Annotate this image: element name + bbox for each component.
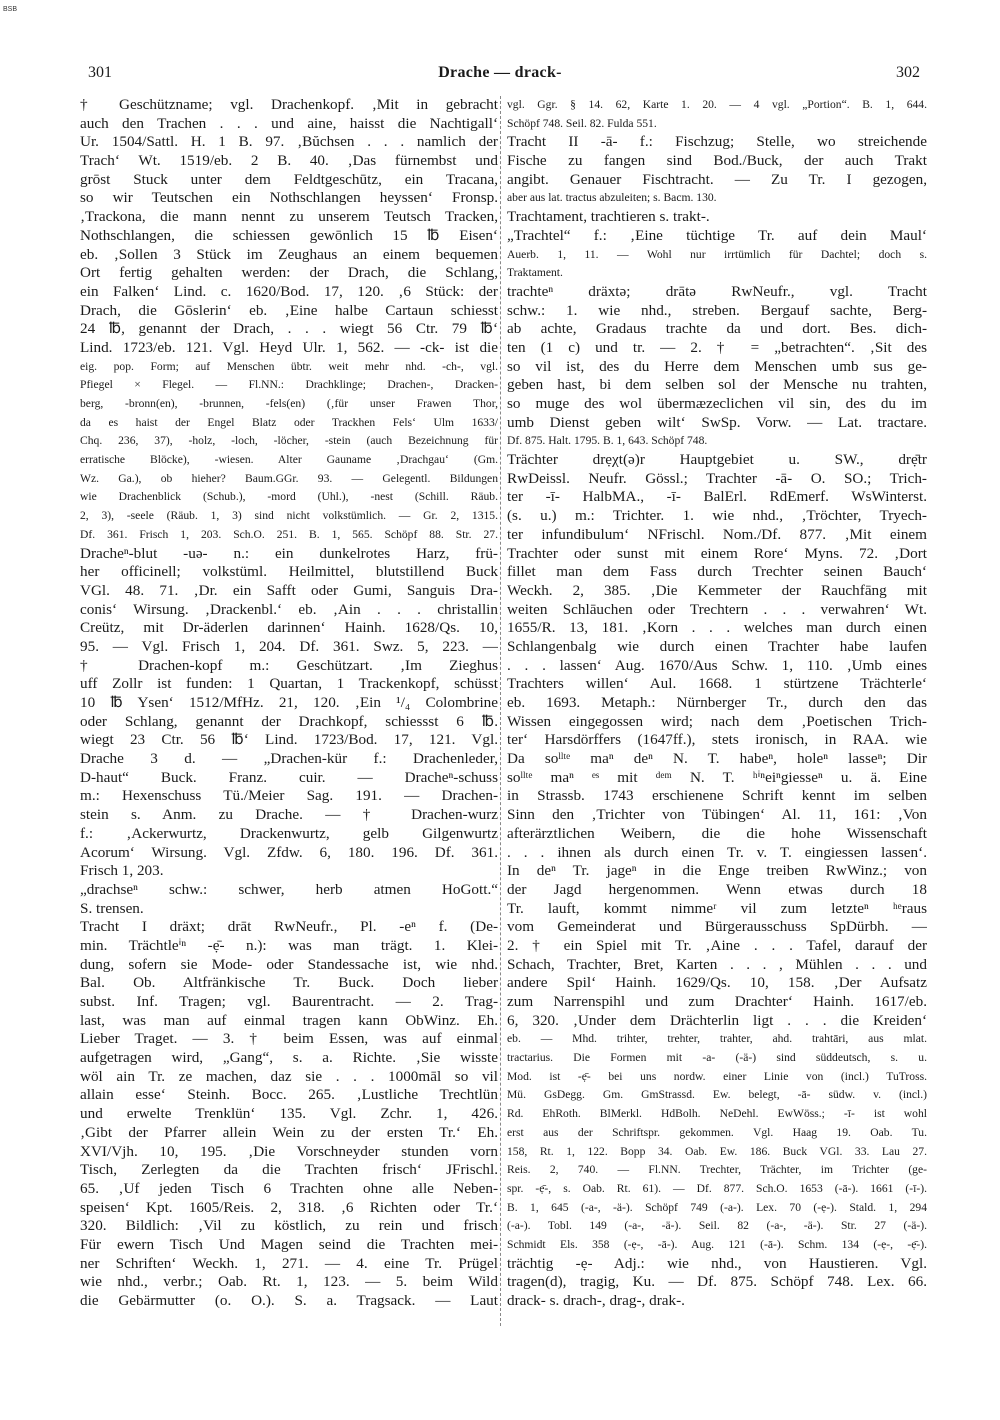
text-line: auch den Trachen . . . und aine, haisst die Nachtigall‘	[80, 114, 498, 132]
text-line: Lind. 1723/eb. 121. Vgl. Heyd Ulr. 1, 562. — -ck- ist die	[80, 338, 498, 356]
left-column	[80, 96, 498, 1311]
text-line: in Strassb. 1743 erschienene Schrift kennt im selben	[507, 787, 927, 805]
text-line: (s. u.) m.: Trichter. 1. wie nhd., ‚Tröchter, Tryech-	[507, 507, 927, 525]
text-line: so muge des wol übermæzeclichen vil sin, des du im	[507, 395, 927, 412]
text-line: 320. Bildlich: ‚Vil zu köstlich, zu rein und frisch	[80, 1217, 498, 1235]
text-line: Sinn den ‚Trichter von Tübingen‘ Al. 11, 161: ‚Von	[507, 806, 927, 824]
text-line: tragen(d), tragig, Ku. — Df. 875. Schöpf 748. Lex. 66.	[507, 1273, 927, 1291]
text-line: Traktament.	[507, 266, 563, 280]
text-line: m.: Hexenschuss Tü./Meier Sag. 191. — Drachen-	[80, 787, 498, 805]
text-line: ten (1 c) und tr. — 2. † = „betrachten“. ‚Sit des	[507, 338, 927, 356]
text-line: † Drachen-kopf m.: Geschützart. ‚Im Zieghus	[80, 656, 498, 674]
text-line: wöl ain Tr. ze machen, daz sie . . . 1000māl so vil	[80, 1067, 498, 1085]
text-line: ter -ī- HalbMA., -ī- BalErl. RdEmerf. WsWinterst.	[507, 488, 927, 506]
text-line: RwDeissl. Neufr. Gössl.; Trachter -ā- O. SO.; Trich-	[507, 469, 927, 487]
text-line: speisen‘ Kpt. 1605/Reis. 2, 318. ‚6 Richten oder Tr.‘	[80, 1198, 498, 1216]
text-line: oder Schlang, genannt der Drachkopf, schiessst 6 ℔.	[80, 712, 498, 730]
text-line: Tisch, Zerlegten da die Trachten frisch‘ JFrischl.	[80, 1161, 498, 1179]
text-line: Schmidt Els. 358 (-ẹ-, -ā-). Aug. 121 (-ā-). Schm. 134 (-ẹ-, -ẹ̄-).	[507, 1237, 927, 1251]
text-line: „Trachtel“ f.: ‚Eine tüchtige Tr. auf dein Maul‘	[507, 226, 927, 244]
text-line: Tracht I dräxt; drāt RwNeufr., Pl. -eⁿ f. (De-	[80, 918, 498, 936]
text-line: aber aus lat. tractus abzuleiten; s. Bacm. 130.	[507, 191, 717, 205]
text-line: ‚Gibt der Pfarrer allein Wein zu der ersten Tr.‘ Eh.	[80, 1123, 498, 1141]
text-line: Acorum‘ Wirsung. Vgl. Zfdw. 6, 180. 196. Df. 361.	[80, 843, 498, 861]
text-line: trächtig -ẹ- Adj.: wie nhd., von Haustieren. Vgl.	[507, 1254, 927, 1272]
text-line: her officinell; volkstüml. Heilmittel, blutstillend Buck	[80, 563, 498, 581]
text-line: 24 ℔, genannt der Drach, . . . wiegt 56 Ctr. 79 ℔‘	[80, 320, 498, 338]
text-line: conis‘ Wirsung. ‚Drackenbl.‘ eb. ‚Ain . . . christallin	[80, 600, 498, 618]
text-line: wie Drachenblick (Schub.), -mord (Uhl.), -nest (Schill. Räub.	[80, 490, 498, 504]
text-line: Trachtament, trachtieren s. trakt-.	[507, 208, 710, 226]
text-line: „drachseⁿ schw.: schwer, herb atmen HoGott.“	[80, 880, 498, 898]
text-line: und erwelte Trenklün‘ 135. Vgl. Zchr. 1, 426.	[80, 1105, 498, 1123]
page-header	[0, 62, 1000, 86]
text-line: 1655/R. 13, 181. ‚Korn . . . welches man durch einen	[507, 619, 927, 637]
text-line: Schlangenbalg wie durch einen Trachter habe laufen	[507, 637, 927, 655]
text-line: Rd. EhRoth. BlMerkl. HdBolh. NeDehl. EwWöss.; -ī- ist wohl	[507, 1107, 927, 1121]
text-line: Trachters willen‘ Aul. 1668. 1 stürtzene Trächterle‘	[507, 675, 927, 693]
text-line: Wz. Ga.), ob hieher? Baum.GGr. 93. — Gelegentl. Bildungen	[80, 471, 498, 485]
text-line: schw.: 1. wie nhd., streben. Bergauf sachte, Berg-	[507, 301, 927, 319]
text-line: andere Spil‘ Hainh. 1629/Qs. 10, 158. ‚Der Aufsatz	[507, 974, 927, 992]
text-line: so wir Teutschen ein Nothschlangen heyssen‘ Fronsp.	[80, 189, 498, 207]
text-line: Trächter drẹχt(ə)r Hauptgebiet u. SW., drẹ̄tr	[507, 451, 927, 469]
text-line: Mod. ist -ẹ̄- bei uns nordw. einer Linie von (incl.) TuTross.	[507, 1069, 927, 1083]
text-line: Wissen eingegossen wird; nach dem ‚Poetischen Trich-	[507, 712, 927, 730]
text-line: eig. pop. Form; auf Menschen übtr. weit mehr nhd. -ch-, vgl.	[80, 359, 498, 373]
text-line: der Jagd hergenommen. Wenn etwas durch 18	[507, 880, 927, 898]
text-line: berg, -bronn(en), -brunnen, -fels(en) (‚für unser Frawen Thor,	[80, 397, 498, 410]
text-line: Frisch 1, 203.	[80, 862, 164, 880]
text-line: afterärztlichen Weibern, die die hohe Wissenschaft	[507, 824, 927, 842]
text-line: Für ewern Tisch Und Magen seind die Trachten mei-	[80, 1235, 498, 1253]
text-line: soˡˡᵗᵉ maⁿ ᵉˢ mit ᵈᵉᵐ N. T. ʰⁱⁿeiⁿgiesseⁿ u. ä. Eine	[507, 768, 927, 786]
text-line: eb. — Mhd. trihter, trehter, trahter, ahd. trahtāri, aus mlat.	[507, 1032, 927, 1046]
text-line: † Geschützname; vgl. Drachenkopf. ‚Mit in gebracht	[80, 96, 498, 113]
text-line: Chq. 236, 37), -holz, -loch, -löcher, -stein (auch Bezeichnung für	[80, 434, 498, 448]
text-line: In deⁿ Tr. jageⁿ in die Enge treiben RwWinz.; von	[507, 862, 927, 880]
text-line: 2. † ein Spiel mit Tr. ‚Aine . . . Tafel, darauf der	[507, 936, 927, 954]
text-line: Auerb. 1, 11. — Wohl nur irrtümlich für Dachtel; doch s.	[507, 247, 927, 261]
text-line: . . . ihnen als durch einen Tr. v. T. eingiessen lassen‘.	[507, 843, 927, 861]
text-line: erratische Blöcke), -wiesen. Alter Gauname ‚Drachgau‘ (Gm.	[80, 453, 498, 467]
text-line: trachteⁿ dräxtə; drātə RwNeufr., vgl. Tracht	[507, 282, 927, 300]
text-line: Creütz, mit Dr-äderlen darinnen‘ Hainh. 1628/Qs. 10,	[80, 619, 498, 637]
text-line: f.: ‚Ackerwurtz, Drackenwurtz, gelb Gilgenwurtz	[80, 824, 498, 842]
text-line: B. 1, 645 (-a-, -ä-). Schöpf 749 (-a-). Lex. 70 (-ẹ-). Stald. 1, 294	[507, 1200, 927, 1214]
text-line: S. trensen.	[80, 899, 144, 917]
text-line: 95. — Vgl. Frisch 1, 204. Df. 361. Swz. 5, 223. —	[80, 637, 498, 655]
text-line: Weckh. 2, 385. ‚Die Kemmeter der Rauchfāng mit	[507, 581, 927, 599]
text-line: drack- s. drach-, drag-, drak-.	[507, 1292, 685, 1309]
library-stamp: BSB	[3, 6, 18, 13]
text-line: Nothschlangen, die schiessen gewōnlich 15 ℔ Eisen‘	[80, 226, 498, 244]
text-line: Da soˡˡᵗᵉ maⁿ deⁿ N. T. habeⁿ, holeⁿ lasseⁿ; Dir	[507, 750, 927, 768]
text-line: uff Zollr ist funden: 1 Quartan, 1 Trackenkopf, schüsst	[80, 675, 498, 693]
text-line: Drach, die Gōslerin‘ eb. ‚Eine halbe Cartaun schiesst	[80, 301, 498, 319]
text-line: Pfiegel × Flegel. — Fl.NN.: Drachklinge; Drachen-, Dracken-	[80, 378, 498, 392]
text-line: ter infundibulum‘ NFrischl. Nom./Df. 877. ‚Mit einem	[507, 525, 927, 543]
text-line: subst. Inf. Tragen; vgl. Baurentracht. — 2. Trag-	[80, 993, 498, 1010]
text-line: Trachter oder sunst mit einem Rore‘ Myns. 72. ‚Dort	[507, 544, 927, 562]
text-line: fillet man dem Fass durch Trechter seinen Bauch‘	[507, 563, 927, 581]
text-line: aufgetragen wird, „Gang“, s. a. Richte. ‚Sie wisste	[80, 1049, 498, 1067]
text-line: vom Gemeinderat und Bürgerausschuss SpDürbh. —	[507, 918, 927, 936]
text-line: last, was man auf einmal tragen kann ObWinz. Eh.	[80, 1011, 498, 1029]
text-line: die Gebärmutter (o. O.). S. a. Tragsack. — Laut	[80, 1292, 498, 1309]
text-line: 2, 3), -seele (Räub. 1, 3) sind nicht volkstümlich. — Gr. 2, 1315.	[80, 509, 498, 523]
text-line: wiegt 23 Ctr. 56 ℔‘ Lind. 1723/Bod. 17, 121. Vgl.	[80, 731, 498, 749]
text-line: Ort fertig gehalten werden: der Drach, die Schlang,	[80, 264, 498, 282]
text-line: ein Falken‘ Lind. c. 1620/Bod. 17, 120. ‚6 Stück: der	[80, 282, 498, 300]
text-line: wie nhd., verbr.; Oab. Rt. 1, 123. — 5. beim Wild	[80, 1273, 498, 1291]
text-line: spr. -ẹ̄-, s. Oab. Rt. 61). — Df. 877. Sch.O. 1653 (-ā-). 1661 (-ī-).	[507, 1181, 927, 1195]
text-line: Lieber Traget. — 3. † beim Essen, was auf einmal	[80, 1030, 498, 1048]
text-line: so vil ist, des du Herre dem Menschen umb sus ge-	[507, 357, 927, 375]
text-line: Tracht II -ā- f.: Fischzug; Stelle, wo streichende	[507, 133, 927, 151]
text-line: Fische zu fangen sind Bod./Buck, der auch Trakt	[507, 152, 927, 170]
text-line: Schach, Trachter, Bret, Karten . . . , Mühlen . . . und	[507, 955, 927, 973]
page-number-right: 302	[896, 64, 920, 81]
text-line: eb. ‚Sollen 3 Stück im Zeughaus an einem bequemen	[80, 245, 498, 263]
text-line: ab achte, Gradaus trachte da und dort. Bes. dich-	[507, 320, 927, 338]
text-line: . . . lassen‘ Aug. 1670/Aus Schw. 1, 110. ‚Umb eines	[507, 656, 927, 674]
text-line: Df. 875. Halt. 1795. B. 1, 643. Schöpf 748.	[507, 434, 708, 448]
text-line: ‚Trackona, die mann nennt zu unserem Teutsch Tracken,	[80, 208, 498, 226]
text-line: Dracheⁿ-blut -uə- n.: ein dunkelrotes Harz, frü-	[80, 544, 498, 562]
text-line: min. Trächtleⁱⁿ -ẹ̄- n.): was man trägt. 1. Klei-	[80, 936, 498, 954]
text-line: vgl. Ggr. § 14. 62, Karte 1. 20. — 4 vgl. „Portion“. B. 1, 644.	[507, 98, 927, 111]
text-line: Drache 3 d. — „Drachen-kür f.: Drachenleder,	[80, 750, 498, 768]
text-line: stein s. Anm. zu Drache. — † Drachen-wurz	[80, 806, 498, 824]
text-line: Mü. GsDegg. Gm. GmStrassd. Ew. belegt, -ā- südw. v. (incl.)	[507, 1088, 927, 1102]
text-line: dung, sofern sie Mode- oder Standessache ist, wie nhd.	[80, 955, 498, 973]
text-line: Ur. 1504/Sattl. H. 1 B. 97. ‚Bŭchsen . . . namlich der	[80, 133, 498, 151]
text-line: da es haist der Engel Blatz oder Trackhen Fels‘ Ulm 1633/	[80, 415, 498, 429]
text-line: Tr. lauft, kommt nimmeʳ vil zum letzteⁿ ʰᵉraus	[507, 899, 927, 917]
text-line: Schöpf 748. Seil. 82. Fulda 551.	[507, 116, 657, 130]
page-number-left: 301	[88, 64, 112, 81]
text-line: 65. ‚Uf jeden Tisch 6 Trachten ohne alle Neben-	[80, 1179, 498, 1197]
text-line: 10 ℔ Ysen‘ 1512/MfHz. 21, 120. ‚Ein ¹/₄ Colombrine	[80, 694, 498, 711]
text-line: zum Narrenspihl und zum Drachter‘ Hainh. 1617/eb.	[507, 993, 927, 1010]
text-line: Trach‘ Wt. 1519/eb. 2 B. 40. ‚Das fürnembst und	[80, 152, 498, 170]
text-line: umb Dienst geben wilt‘ SwSp. Vorw. — Lat. tractare.	[507, 413, 927, 431]
text-line: ner Schriften‘ Weckh. 1, 271. — 4. eine Tr. Prügel	[80, 1254, 498, 1272]
text-line: Df. 361. Frisch 1, 203. Sch.O. 251. B. 1, 565. Schöpf 88. Str. 27.	[80, 527, 498, 541]
text-line: Bal. Ob. Altfränkische Tr. Buck. Doch lieber	[80, 974, 498, 992]
page-title: Drache — drack-	[438, 64, 562, 81]
text-line: Reis. 2, 740. — Fl.NN. Trechter, Trächter, im Trichter (ge-	[507, 1163, 927, 1177]
text-line: erst aus der Schriftspr. gekommen. Vgl. Haag 19. Oab. Tu.	[507, 1125, 927, 1139]
text-line: 158, Rt. 1, 122. Bopp 34. Oab. Ew. 186. Buck VGl. 33. Lau 27.	[507, 1144, 927, 1158]
text-line: allain esse‘ Steinh. Bocc. 265. ‚Lustliche Trechtlün	[80, 1086, 498, 1104]
text-line: D-haut“ Buck. Franz. cuir. — Dracheⁿ-schuss	[80, 768, 498, 786]
text-line: grōst Stuck unter dem Feldtgeschūtz, ein Tracana,	[80, 170, 498, 188]
text-line: ter‘ Harsdörffers (1647ff.), stets ironisch, in RAA. wie	[507, 731, 927, 749]
text-line: XVI/Vjh. 10, 195. ‚Die Vorschneyder stunden vorn	[80, 1142, 498, 1160]
text-line: eb. 1693. Metaph.: Nürnberger Tr., durch den das	[507, 694, 927, 711]
right-column	[507, 96, 927, 1311]
text-line: tractarius. Die Formen mit -a- (-ä-) sind süddeutsch, s. u.	[507, 1051, 927, 1065]
column-divider	[500, 96, 501, 1326]
text-line: 6, 320. ‚Under dem Drächterlin ligt . . . die Kreiden‘	[507, 1011, 927, 1029]
text-line: angibt. Genauer Fischtracht. — Zu Tr. I gezogen,	[507, 170, 927, 188]
text-line: geben hast, bi dem selben sol der Mensche nu trahten,	[507, 376, 927, 394]
text-line: VGl. 48. 71. ‚Dr. ein Safft oder Gumi, Sanguis Dra-	[80, 581, 498, 599]
text-line: weiten Schlāuchen oder Trechtern . . . verwahren‘ Wt.	[507, 600, 927, 618]
text-line: (-a-). Tobl. 149 (-a-, -ä-). Seil. 82 (-a-, -ä-). Str. 27 (-ä-).	[507, 1219, 927, 1233]
